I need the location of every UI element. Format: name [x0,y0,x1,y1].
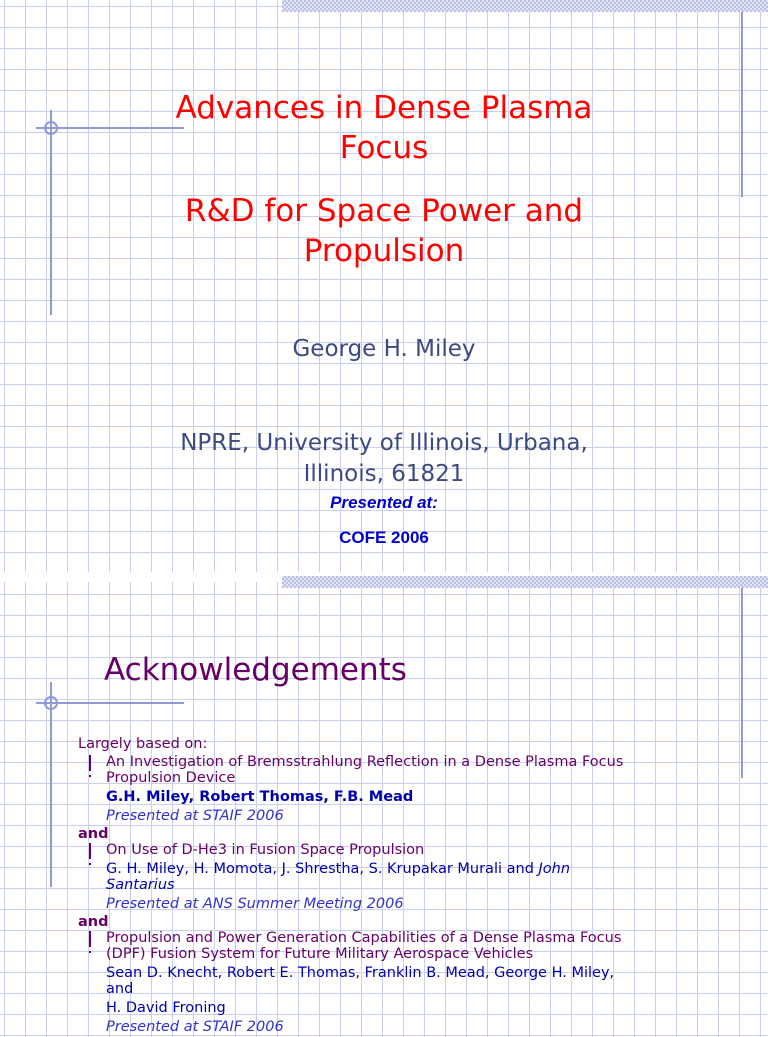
bullet-dot-icon [89,775,91,777]
affiliation-line: Illinois, 61821 [303,461,465,487]
presented-at-label: Presented at: [330,493,438,512]
paper-title-line: Propulsion Device [106,770,236,786]
slide-subtitle [0,191,768,271]
bullet-dot-icon [89,863,91,865]
and-label: and [78,826,109,842]
acknowledgements-slide [0,572,768,1035]
paper-title [106,754,728,786]
authors-text: G. H. Miley, H. Momota, J. Shrestha, S. Krupakar Murali and [106,861,539,877]
bullet-icon [89,931,91,947]
list-item [78,754,728,824]
decorative-band [282,0,768,12]
crosshair-icon [44,696,58,710]
slide-title [0,88,768,168]
paper-title-line: (DPF) Fusion System for Future Military Aerospace Vehicles [106,946,534,962]
reference-list [78,736,728,1037]
paper-title-line: On Use of D-He3 in Fusion Space Propulsion [106,842,425,858]
subtitle-line: Propulsion [303,233,465,269]
venue-label: COFE 2006 [339,528,429,547]
bullet-dot-icon [89,951,91,953]
authors-text: G.H. Miley, Robert Thomas, F.B. Mead [106,789,414,805]
paper-authors [106,861,728,893]
authors-text: H. David Froning [106,1000,226,1016]
decorative-line [741,588,743,778]
affiliation [0,428,768,490]
decorative-line [50,682,52,887]
list-item [78,842,728,912]
authors-italic: John [538,861,571,877]
and-label: and [78,914,109,930]
list-item [78,930,728,1035]
lead-text: Largely based on: [78,736,208,752]
bullet-icon [89,755,91,771]
paper-title [106,930,728,962]
subtitle-line: R&D for Space Power and [184,193,584,229]
paper-title-line: An Investigation of Bremsstrahlung Reflection in a Dense Plasma Focus [106,754,624,770]
authors-italic: Santarius [106,877,175,893]
paper-venue: Presented at STAIF 2006 [106,808,284,824]
bullet-icon [89,843,91,859]
title-line: Advances in Dense Plasma [175,90,593,126]
title-line: Focus [339,130,429,166]
paper-title-line: Propulsion and Power Generation Capabilities of a Dense Plasma Focus [106,930,622,946]
paper-venue: Presented at ANS Summer Meeting 2006 [106,896,404,912]
decorative-band [282,576,768,588]
affiliation-line: NPRE, University of Illinois, Urbana, [180,430,588,456]
decorative-line [36,702,184,704]
paper-title [106,842,728,858]
paper-authors [106,789,728,805]
authors-text: Sean D. Knecht, Robert E. Thomas, Franklin B. Mead, George H. Miley, [106,965,615,981]
slide-title: Acknowledgements [104,652,407,688]
author-name: George H. Miley [292,336,476,362]
authors-text: and [106,981,134,997]
paper-authors [106,965,728,1016]
paper-venue: Presented at STAIF 2006 [106,1019,284,1035]
